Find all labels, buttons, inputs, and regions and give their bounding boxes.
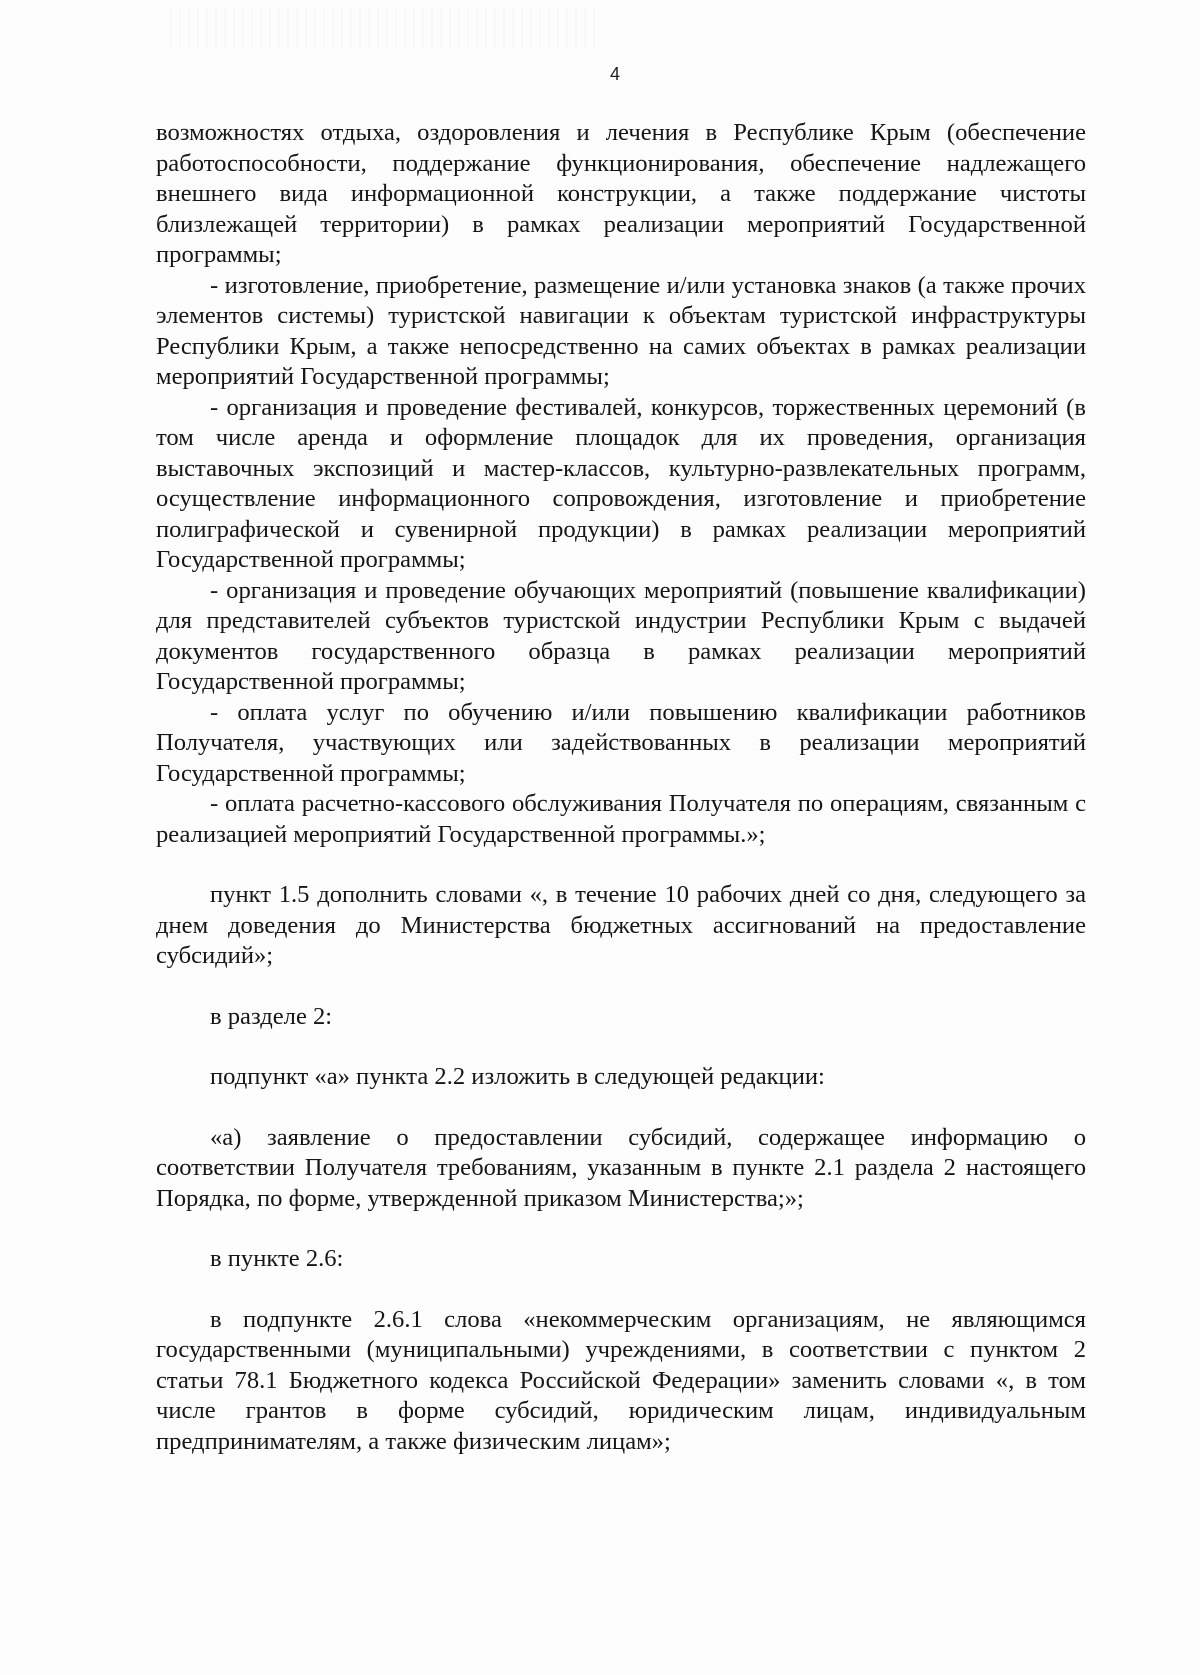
- paragraph-point-2-6: в пункте 2.6:: [210, 1245, 344, 1272]
- paragraph-subpoint-2-6-1: в подпункте 2.6.1 слова «некоммерческим организациям, не являющимся государственными (муниципальными) учреждениями, в соответствии с пунктом 2 статьи 78.1 Бюджетного кодекса Российской Федерации» заменить словами «, в том числе грантов в форме субсидий, юридическим лицам, индивидуальным предпринимателям, а также физическим лицам»;: [156, 1305, 1086, 1455]
- paragraph-subpoint-a: подпункт «а» пункта 2.2 изложить в следующей редакции:: [210, 1063, 825, 1090]
- page-number: 4: [609, 64, 620, 84]
- document-body: [156, 118, 1086, 1457]
- scan-artifact: [170, 8, 600, 48]
- list-item-navigation-signs: - изготовление, приобретение, размещение и/или установка знаков (а также прочих элементов системы) туристской навигации к объектам туристской инфраструктуры Республики Крым, а также непосредственно на самих объектах в рамках реализации мероприятий Государственной программы;: [156, 271, 1086, 390]
- list-item-staff-training: - оплата услуг по обучению и/или повышению квалификации работников Получателя, участвующих или задействованных в реализации мероприятий Государственной программы;: [156, 698, 1086, 787]
- paragraph-section-2: в разделе 2:: [210, 1002, 333, 1030]
- list-item-training-events: - организация и проведение обучающих мероприятий (повышение квалификации) для представителей субъектов туристской индустрии Республики Крым с выдачей документов государственного образца в рамках реализации мероприятий Государственной программы;: [156, 576, 1086, 695]
- list-item-festivals: - организация и проведение фестивалей, конкурсов, торжественных церемоний (в том числе аренда и оформление площадок для их проведения, организация выставочных экспозиций и мастер-классов, культурно-развлекательных программ, осуществление информационного сопровождения, изготовление и приобретение полиграфической и сувенирной продукции) в рамках реализации мероприятий Государственной программы;: [156, 393, 1086, 573]
- paragraph-point-1-5: пункт 1.5 дополнить словами «, в течение 10 рабочих дней со дня, следующего за днем доведения до Министерства бюджетных ассигнований на предоставление субсидий»;: [156, 881, 1086, 969]
- list-item-cash-services: - оплата расчетно-кассового обслуживания Получателя по операциям, связанным с реализацией мероприятий Государственной программы.»;: [156, 790, 1086, 848]
- paragraph-application-text: «а) заявление о предоставлении субсидий, содержащее информацию о соответствии Получателя требованиям, указанным в пункте 2.1 раздела 2 настоящего Порядка, по форме, утвержденной приказом Министерства;»;: [156, 1123, 1086, 1212]
- paragraph-continuation: возможностях отдыха, оздоровления и лечения в Республике Крым (обеспечение работоспособности, поддержание функционирования, обеспечение надлежащего внешнего вида информационной конструкции, а также поддержание чистоты близлежащей территории) в рамках реализации мероприятий Государственной программы;: [156, 119, 1086, 268]
